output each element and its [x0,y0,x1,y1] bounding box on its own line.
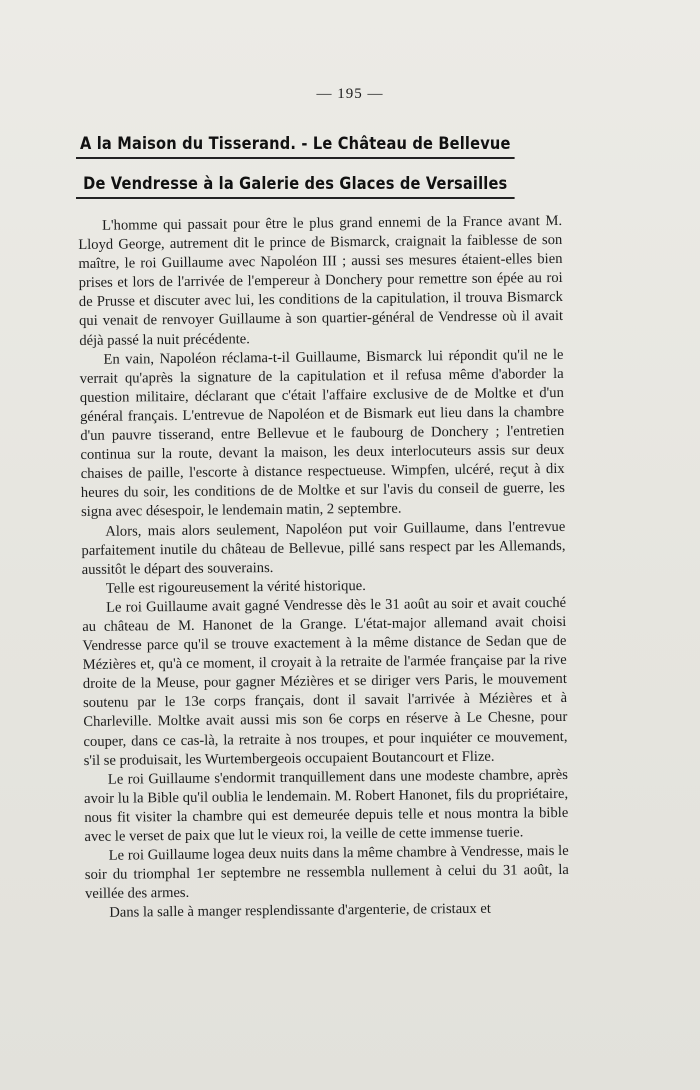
body-text [78,212,569,923]
paragraph: Telle est rigoureusement la vérité historique. [105,577,366,597]
paragraph: Le roi Guillaume avait gagné Vendresse dès le 31 août au soir et avait couché au château de M. Hanonet de la Grange. L'état-major allemand avait choisi Vendresse parce qu'il se trouve exactement à la même distance de Sedan que de Mézières et, qu'à ce moment, il croyait à la retraite de l'armée française par la rive droite de la Meuse, pour gagner Mézières et se diriger vers Paris, le mouvement soutenu par le 13e corps français, dont il savait l'arrivée à Mézières et à Charleville. Moltke avait aussi mis son 6e corps en réserve à Le Chesne, pour couper, dans ce cas-là, la retraite à nos troupes, et pour inquiéter ce mouvement, s'il se produisait, les Wurtembergeois occupaient Boutancourt et Flize. [82,594,568,769]
paragraph: Alors, mais alors seulement, Napoléon put voir Guillaume, dans l'entrevue parfaitement inutile du château de Bellevue, pillé sans respect par les Allemands, aussitôt le départ des souverains. [81,518,566,578]
page-number: — 195 — [316,86,384,102]
paragraph: En vain, Napoléon réclama-t-il Guillaume, Bismarck lui répondit qu'il ne le verrait qu'après la signature de la capitulation et il refusa même d'aborder la question militaire, déclarant que c'était l'affaire exclusive de de Moltke et d'un général français. L'entrevue de Napoléon et de Bismark eut lieu dans la chambre d'un pauvre tisserand, entre Bellevue et le faubourg de Donchery ; l'entretien continua sur la route, devant la maison, les deux interlocuteurs assis sur deux chaises de paille, l'escorte à distance respectueuse. Wimpfen, ulcéré, reçut à dix heures du soir, les conditions de de Moltke et sur l'avis du conseil de guerre, les signa avec désespoir, le lendemain matin, 2 septembre. [79,346,565,521]
paragraph: Le roi Guillaume logea deux nuits dans la même chambre à Vendresse, mais le soir du triomphal 1er septembre ne ressembla nullement à celui du 31 août, la veillée des armes. [84,842,569,903]
paragraph: L'homme qui passait pour être le plus grand ennemi de la France avant M. Lloyd George, autrement dit le prince de Bismarck, craignait la faiblesse de son maître, le roi Guillaume avec Napoléon III ; aussi ses mesures étaient-elles bien prises et lors de l'arrivée de l'empereur à Donchery pour remettre son épée au roi de Prusse et discuter avec lui, les conditions de la capitulation, il trouva Bismarck qui venait de renvoyer Guillaume à son quartier-général de Vendresse où il avait déjà passé la nuit précédente. [78,212,564,349]
chapter-heading-1: A la Maison du Tisserand. - Le Château de Bellevue [76,134,515,159]
paragraph: Le roi Guillaume s'endormit tranquillement dans une modeste chambre, après avoir lu la Bible qu'il oublia le lendemain. M. Robert Hanonet, fils du propriétaire, nous fit visiter la chambre qui est demeurée depuis telle et nous montra la bible avec le verset de paix que lut le vieux roi, la veille de cette immense tuerie. [84,766,569,845]
paragraph: Dans la salle à manger resplendissante d'argenterie, de cristaux et [109,901,492,922]
chapter-heading-2: De Vendresse à la Galerie des Glaces de Versailles [76,174,515,199]
